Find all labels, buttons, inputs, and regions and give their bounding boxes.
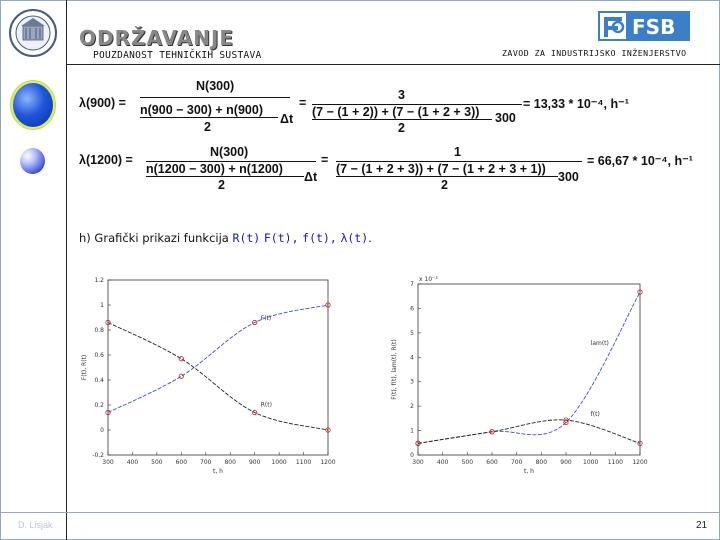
footer-author: D. Lisjak	[18, 520, 53, 530]
x-tick-label: 400	[126, 459, 139, 466]
footer-divider	[0, 512, 720, 513]
university-seal-logo	[8, 6, 58, 60]
section-f: f(t),	[302, 231, 337, 245]
eq2-den2: (7 − (1 + 2 + 3)) + (7 − (1 + 2 + 3 + 1))	[336, 162, 546, 176]
y-tick-label: 5	[410, 329, 414, 337]
eq1-num1: N(300)	[196, 79, 235, 93]
x-tick-label: 1000	[271, 459, 287, 466]
plot-area	[418, 284, 640, 455]
eq2-den2b: 2	[441, 178, 448, 192]
y-tick-label: 0.6	[94, 352, 104, 359]
eq2-t: 300	[558, 170, 579, 184]
blue-ball-decoration	[13, 83, 53, 127]
eq1-den1b: 2	[204, 120, 211, 134]
y-tick-label: 0	[410, 452, 414, 459]
y-tick-label: 0.8	[94, 327, 104, 334]
eq1-result: = 13,33 * 10⁻⁴, h⁻¹	[523, 97, 629, 111]
x-tick-label: 900	[248, 459, 261, 466]
section-heading	[79, 231, 372, 245]
eq2-den1: n(1200 − 300) + n(1200)	[146, 162, 283, 176]
y-tick-label: 0.2	[94, 402, 104, 409]
y-tick-label: 6	[410, 305, 414, 313]
eq2-num1: N(300)	[210, 145, 249, 159]
eq2-lhs: λ(1200) =	[79, 153, 133, 167]
scale-label: x 10⁻³	[419, 276, 438, 283]
y-tick-label: -0.2	[92, 452, 104, 459]
x-tick-label: 400	[436, 459, 449, 466]
x-axis-label: t, h	[213, 468, 223, 475]
eq2-equals: =	[321, 153, 329, 167]
x-tick-label: 1000	[583, 459, 599, 466]
eq2-den1b: 2	[218, 178, 225, 192]
series-annotation: R(t)	[260, 401, 272, 409]
section-F: F(t),	[263, 231, 299, 245]
series-annotation: lam(t)	[590, 340, 609, 348]
x-tick-label: 800	[224, 459, 236, 466]
x-tick-label: 900	[560, 459, 572, 466]
left-sidebar	[0, 0, 67, 540]
eq1-lhs: λ(900) =	[79, 96, 126, 110]
eq2-num2: 1	[454, 145, 461, 159]
small-ball-decoration	[20, 148, 45, 174]
x-tick-label: 1100	[607, 459, 623, 466]
slide-subtitle: POUZDANOST TEHNIČKIH SUSTAVA	[93, 50, 262, 61]
x-tick-label: 300	[412, 459, 424, 466]
eq1-fraction-bar-inner	[140, 117, 278, 118]
y-tick-label: 7	[410, 281, 414, 288]
section-lambda: λ(t)	[340, 231, 369, 245]
y-tick-label: 1.2	[94, 277, 104, 284]
x-tick-label: 500	[461, 459, 474, 466]
eq1-fraction-bar-2-inner	[312, 119, 492, 120]
y-tick-label: 1	[410, 427, 414, 435]
y-axis-label: F(t), R(t)	[81, 354, 88, 381]
x-tick-label: 700	[510, 459, 523, 466]
y-tick-label: 0	[100, 427, 104, 434]
x-tick-label: 500	[151, 459, 163, 466]
chart-reliability	[78, 266, 338, 481]
x-tick-label: 600	[175, 459, 188, 466]
eq2-fraction-bar-inner	[146, 176, 304, 177]
eq2-dt: Δt	[304, 170, 318, 184]
x-tick-label: 1100	[295, 459, 312, 466]
y-tick-label: 3	[410, 378, 414, 386]
eq1-fraction-bar	[140, 97, 290, 98]
y-axis-label: F(t), f(t), lam(t), R(t)	[391, 339, 398, 400]
institute-name: ZAVOD ZA INDUSTRIJSKO INŽENJERSTVO	[502, 48, 687, 58]
header-divider	[66, 64, 720, 65]
eq2-fraction-bar-2-inner	[336, 176, 558, 177]
y-tick-label: 0.4	[94, 377, 104, 384]
eq1-dt: Δt	[280, 112, 294, 126]
eq1-den2: (7 − (1 + 2)) + (7 − (1 + 2 + 3))	[312, 105, 480, 119]
page-number: 21	[696, 520, 708, 531]
section-prefix: h) Grafički prikazi funkcija	[79, 231, 229, 245]
eq1-equals: =	[299, 96, 307, 110]
eq1-t: 300	[495, 111, 516, 125]
fsb-logo	[598, 11, 690, 41]
y-tick-label: 1	[100, 302, 104, 309]
x-tick-label: 1200	[632, 459, 648, 466]
eq1-den1: n(900 − 300) + n(900)	[140, 103, 263, 117]
section-suffix: .	[368, 231, 372, 245]
section-R: R(t)	[232, 231, 261, 245]
x-tick-label: 800	[535, 459, 548, 466]
x-tick-label: 300	[102, 459, 114, 466]
x-axis-label: t, h	[524, 468, 534, 475]
chart-density-rate	[384, 270, 654, 475]
y-tick-label: 2	[410, 403, 414, 411]
x-tick-label: 1200	[320, 459, 336, 466]
eq2-result: = 66,67 * 10⁻⁴, h⁻¹	[587, 154, 693, 168]
series-annotation: f(t)	[590, 410, 600, 418]
x-tick-label: 700	[200, 459, 212, 466]
slide-title: ODRŽAVANJE	[79, 26, 235, 50]
eq1-den2b: 2	[398, 121, 405, 135]
series-annotation: F(t)	[260, 315, 272, 322]
x-tick-label: 600	[486, 459, 498, 466]
y-tick-label: 4	[410, 354, 414, 362]
fsb-logo-text: FSB	[632, 15, 676, 39]
eq1-num2: 3	[398, 88, 405, 102]
plot-area	[108, 280, 328, 455]
